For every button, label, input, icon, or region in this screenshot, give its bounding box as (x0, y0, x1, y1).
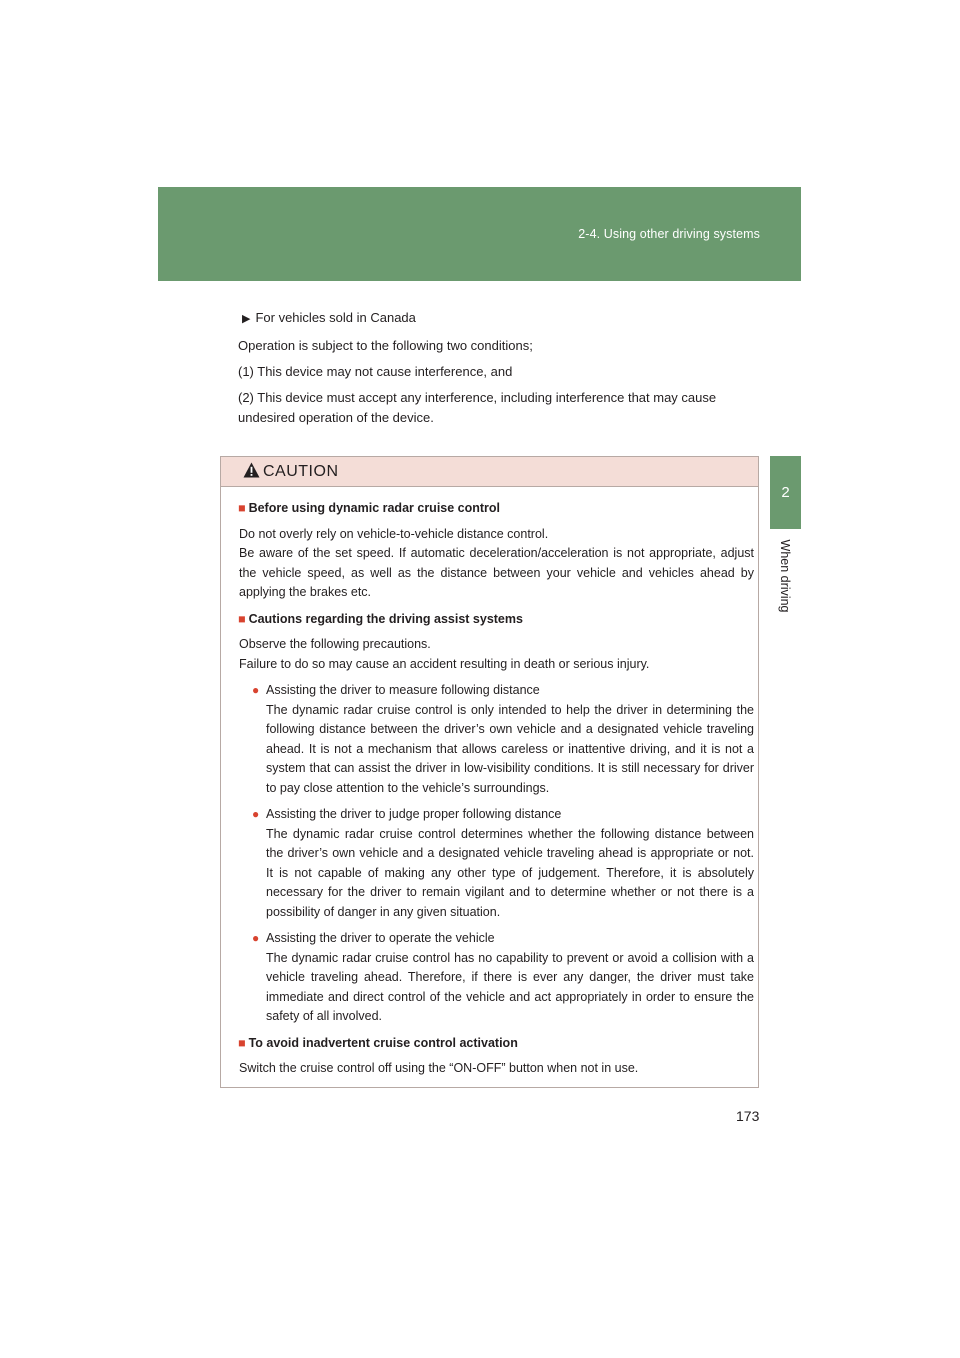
triangle-right-icon: ▶ (242, 313, 251, 325)
square-bullet-icon: ■ (238, 1035, 246, 1050)
chapter-label: When driving (778, 539, 792, 613)
section-text (238, 525, 754, 603)
chapter-tab[interactable]: 2 (770, 456, 801, 529)
circle-bullet-icon: ● (252, 931, 260, 945)
section-heading (238, 499, 754, 519)
caution-bullet (252, 805, 754, 922)
caution-body (238, 499, 754, 1086)
bullet-title: Assisting the driver to judge proper following distance (266, 807, 562, 821)
section-line: Do not overly rely on vehicle-to-vehicle distance control. (239, 526, 549, 541)
section-title: 2-4. Using other driving systems (578, 227, 760, 241)
section-heading (238, 610, 754, 630)
circle-bullet-icon: ● (252, 807, 260, 821)
section-heading-text: Before using dynamic radar cruise control (248, 501, 501, 515)
bullet-title: Assisting the driver to measure following distance (266, 683, 540, 697)
bullet-text: The dynamic radar cruise control has no capability to prevent or avoid a collision with a vehicle traveling ahead. Therefore, if there is ever any danger, the driver must take immediate and direct control of the vehicle and act appropriately in order to ensure the safety of all involved. (266, 950, 754, 1023)
section-line: Switch the cruise control off using the “ON-OFF” button when not in use. (239, 1061, 639, 1075)
intro-line-3: (2) This device must accept any interference, including interference that may cause undesired operation of the device. (238, 390, 717, 425)
section-heading (238, 1034, 754, 1054)
warning-triangle-icon (243, 462, 260, 478)
section-line: Failure to do so may cause an accident resulting in death or serious injury. (239, 656, 650, 671)
header-band (158, 187, 801, 281)
section-line: Be aware of the set speed. If automatic deceleration/acceleration is not appropriate, adjust the vehicle speed, as well as the distance between your vehicle and vehicles ahead by applying the brakes etc. (239, 546, 754, 599)
bullet-title: Assisting the driver to operate the vehicle (266, 931, 495, 945)
canada-note (238, 308, 758, 330)
intro-section (238, 308, 758, 427)
caution-bullet (252, 681, 754, 798)
page-number: 173 (736, 1108, 760, 1124)
caution-section (238, 499, 754, 603)
canada-label: For vehicles sold in Canada (255, 310, 416, 325)
section-line: Observe the following precautions. (239, 637, 431, 651)
caution-box (220, 456, 759, 1088)
caution-section (238, 1034, 754, 1079)
intro-line-1: Operation is subject to the following two conditions; (238, 338, 533, 353)
caution-header (221, 457, 758, 487)
caution-bullet (252, 929, 754, 1027)
section-text (238, 1059, 754, 1079)
intro-line-2: (1) This device may not cause interference, and (238, 364, 513, 379)
square-bullet-icon: ■ (238, 611, 246, 626)
caution-title: CAUTION (263, 463, 339, 480)
bullet-text: The dynamic radar cruise control is only intended to help the driver in determining the following distance between the driver’s own vehicle and a designated vehicle traveling ahead. It is not a mechanism that allows careless or inattentive driving, and it is not a system that can assist the driver in low-visibility conditions. It is still necessary for driver to pay close attention to the vehicle’s surroundings. (266, 702, 754, 795)
section-text (238, 635, 754, 674)
section-heading-text: To avoid inadvertent cruise control activation (248, 1035, 518, 1050)
bullet-text: The dynamic radar cruise control determines whether the following distance between the driver’s own vehicle and a designated vehicle traveling ahead is appropriate or not. It is not capable of making any other type of judgement. Therefore, it is absolutely necessary for the driver to remain vigilant and to determine whether or not there is a possibility of danger in any given situation. (266, 826, 754, 919)
square-bullet-icon: ■ (238, 501, 246, 515)
section-heading-text: Cautions regarding the driving assist systems (248, 611, 523, 626)
caution-section (238, 610, 754, 1027)
circle-bullet-icon: ● (252, 683, 260, 697)
